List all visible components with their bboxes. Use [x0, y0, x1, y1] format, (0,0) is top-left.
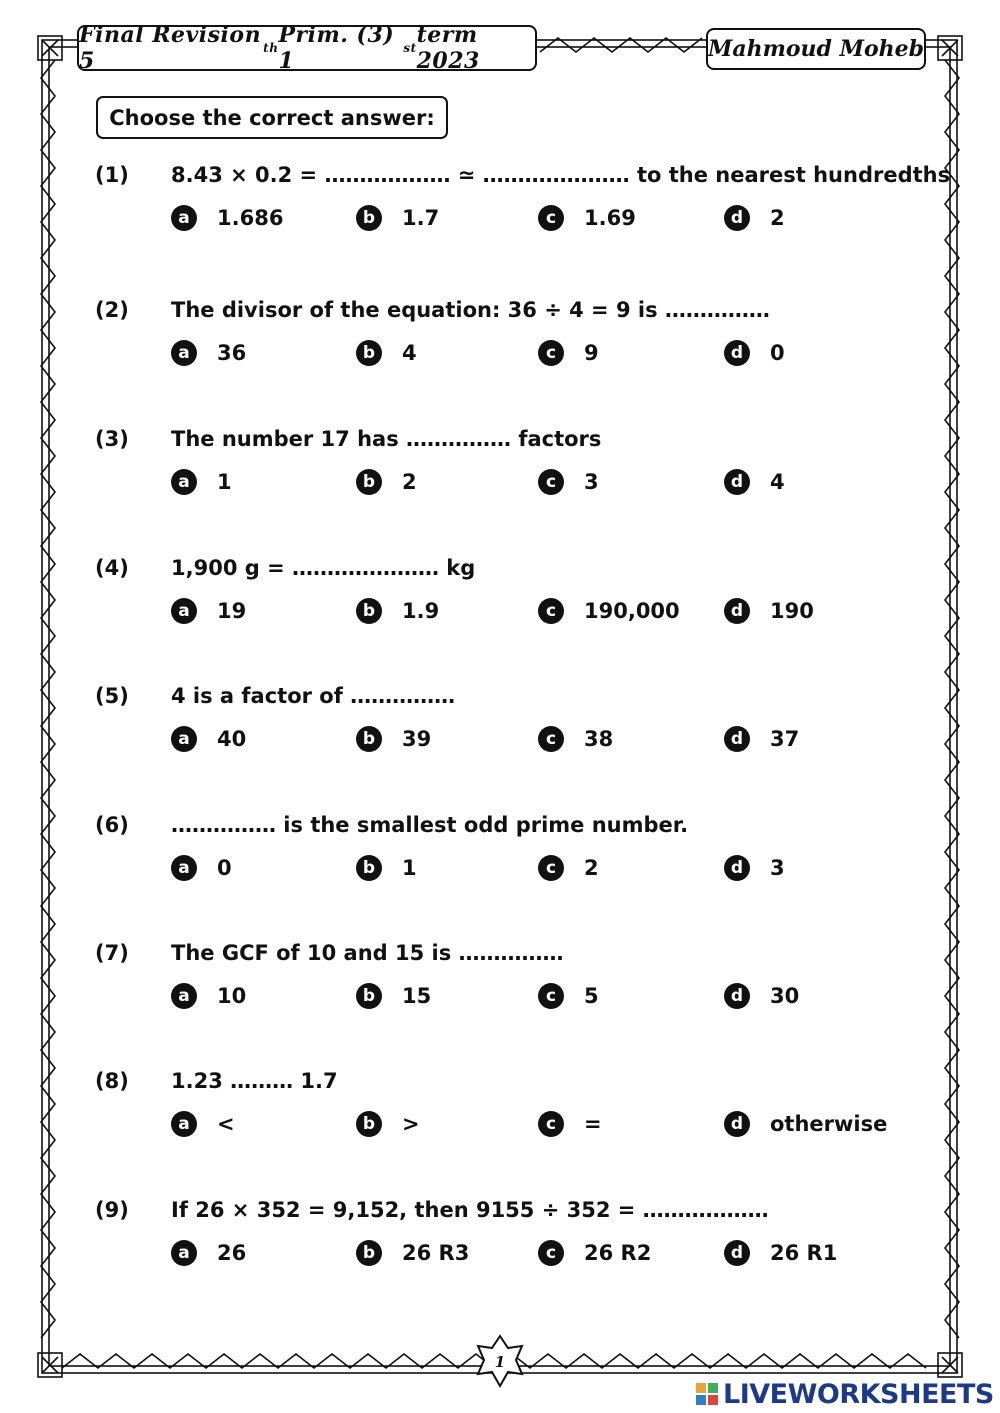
option-letter-badge: d	[724, 1240, 750, 1266]
option-a[interactable]	[171, 1111, 235, 1137]
option-letter-badge: c	[538, 469, 564, 495]
option-text: 1	[217, 470, 232, 494]
option-text: 37	[770, 727, 800, 751]
option-text: 0	[217, 856, 232, 880]
option-text: otherwise	[770, 1112, 888, 1136]
option-text: 9	[584, 341, 599, 365]
option-letter-badge: c	[538, 1111, 564, 1137]
option-text: 1	[402, 856, 417, 880]
option-letter-badge: d	[724, 983, 750, 1009]
option-letter-badge: a	[171, 598, 197, 624]
title-part-c: term 2023	[416, 22, 480, 74]
question-number: (7)	[95, 941, 129, 965]
author-name: Mahmoud Moheb	[706, 28, 926, 70]
option-letter-badge: b	[356, 983, 382, 1009]
option-letter-badge: d	[724, 469, 750, 495]
option-text: 5	[584, 984, 599, 1008]
question-4	[0, 556, 1000, 646]
option-letter-badge: b	[356, 855, 382, 881]
option-text: 1.9	[402, 599, 440, 623]
option-c[interactable]	[538, 1111, 602, 1137]
option-text: 36	[217, 341, 247, 365]
option-text: 26 R2	[584, 1241, 652, 1265]
option-letter-badge: b	[356, 340, 382, 366]
option-a[interactable]	[171, 205, 283, 231]
option-text: 190	[770, 599, 814, 623]
option-a[interactable]	[171, 983, 246, 1009]
instruction-heading: Choose the correct answer:	[96, 96, 448, 139]
option-letter-badge: b	[356, 205, 382, 231]
option-letter-badge: b	[356, 1240, 382, 1266]
worksheet-title	[77, 22, 537, 74]
option-text: 4	[770, 470, 785, 494]
question-text: The divisor of the equation: 36 ÷ 4 = 9 is ……………	[171, 298, 770, 322]
option-letter-badge: a	[171, 726, 197, 752]
question-text: The GCF of 10 and 15 is ……………	[171, 941, 564, 965]
option-b[interactable]	[356, 726, 431, 752]
option-b[interactable]	[356, 983, 431, 1009]
question-number: (6)	[95, 813, 129, 837]
option-b[interactable]	[356, 1111, 420, 1137]
question-text: 4 is a factor of ……………	[171, 684, 456, 708]
question-text: If 26 × 352 = 9,152, then 9155 ÷ 352 = ………………	[171, 1198, 769, 1222]
question-text: 1,900 g = ………………… kg	[171, 556, 476, 580]
option-letter-badge: c	[538, 855, 564, 881]
option-b[interactable]	[356, 340, 417, 366]
question-text: 8.43 × 0.2 = ……………… ≃ ………………… to the nearest hundredths	[171, 163, 951, 187]
option-text: >	[402, 1112, 420, 1136]
option-c[interactable]	[538, 469, 599, 495]
logo-text: LIVEWORKSHEETS	[723, 1378, 994, 1410]
option-text: 26 R3	[402, 1241, 470, 1265]
option-text: 3	[770, 856, 785, 880]
option-c[interactable]	[538, 598, 680, 624]
option-letter-badge: a	[171, 205, 197, 231]
question-2	[0, 298, 1000, 388]
question-number: (1)	[95, 163, 129, 187]
option-letter-badge: d	[724, 598, 750, 624]
question-text: …………… is the smallest odd prime number.	[171, 813, 689, 837]
option-c[interactable]	[538, 855, 599, 881]
option-d[interactable]	[724, 1240, 837, 1266]
option-letter-badge: c	[538, 1240, 564, 1266]
option-text: 1.69	[584, 206, 636, 230]
option-text: 40	[217, 727, 247, 751]
option-letter-badge: a	[171, 1111, 197, 1137]
option-letter-badge: c	[538, 983, 564, 1009]
option-letter-badge: b	[356, 1111, 382, 1137]
question-number: (2)	[95, 298, 129, 322]
logo-icon	[695, 1381, 719, 1407]
option-c[interactable]	[538, 205, 636, 231]
title-sup-th: th	[263, 41, 279, 55]
option-b[interactable]	[356, 855, 417, 881]
liveworksheets-logo	[695, 1377, 994, 1411]
question-6	[0, 813, 1000, 903]
question-text: The number 17 has …………… factors	[171, 427, 602, 451]
question-9	[0, 1198, 1000, 1288]
option-a[interactable]	[171, 340, 246, 366]
option-a[interactable]	[171, 598, 246, 624]
option-b[interactable]	[356, 205, 439, 231]
option-text: 38	[584, 727, 614, 751]
option-c[interactable]	[538, 983, 599, 1009]
option-text: =	[584, 1112, 602, 1136]
option-text: 2	[402, 470, 417, 494]
question-number: (8)	[95, 1069, 129, 1093]
option-letter-badge: a	[171, 469, 197, 495]
option-d[interactable]	[724, 983, 799, 1009]
option-d[interactable]	[724, 1111, 887, 1137]
option-a[interactable]	[171, 469, 232, 495]
option-text: 3	[584, 470, 599, 494]
option-text: 1.7	[402, 206, 440, 230]
option-letter-badge: a	[171, 983, 197, 1009]
option-text: 0	[770, 341, 785, 365]
option-letter-badge: c	[538, 205, 564, 231]
option-d[interactable]	[724, 469, 785, 495]
option-letter-badge: d	[724, 205, 750, 231]
option-text: <	[217, 1112, 235, 1136]
question-8	[0, 1069, 1000, 1159]
option-letter-badge: c	[538, 340, 564, 366]
option-c[interactable]	[538, 340, 599, 366]
title-part-a: Final Revision 5	[79, 22, 262, 74]
title-sup-st: st	[403, 41, 417, 55]
option-letter-badge: a	[171, 1240, 197, 1266]
question-number: (5)	[95, 684, 129, 708]
option-letter-badge: b	[356, 726, 382, 752]
option-letter-badge: d	[724, 1111, 750, 1137]
option-c[interactable]	[538, 1240, 651, 1266]
option-letter-badge: a	[171, 340, 197, 366]
option-text: 4	[402, 341, 417, 365]
question-number: (3)	[95, 427, 129, 451]
option-letter-badge: a	[171, 855, 197, 881]
option-c[interactable]	[538, 726, 613, 752]
question-5	[0, 684, 1000, 774]
option-letter-badge: b	[356, 598, 382, 624]
option-d[interactable]	[724, 598, 814, 624]
option-text: 190,000	[584, 599, 680, 623]
option-text: 2	[770, 206, 785, 230]
page-number: 1	[494, 1353, 506, 1371]
option-text: 19	[217, 599, 247, 623]
option-text: 15	[402, 984, 432, 1008]
question-1	[0, 163, 1000, 253]
option-text: 10	[217, 984, 247, 1008]
option-b[interactable]	[356, 598, 439, 624]
question-number: (4)	[95, 556, 129, 580]
option-b[interactable]	[356, 469, 417, 495]
option-letter-badge: c	[538, 726, 564, 752]
option-text: 2	[584, 856, 599, 880]
option-d[interactable]	[724, 726, 799, 752]
option-a[interactable]	[171, 1240, 246, 1266]
option-text: 26 R1	[770, 1241, 838, 1265]
option-b[interactable]	[356, 1240, 469, 1266]
question-7	[0, 941, 1000, 1031]
option-text: 26	[217, 1241, 247, 1265]
option-a[interactable]	[171, 855, 232, 881]
option-letter-badge: d	[724, 855, 750, 881]
question-3	[0, 427, 1000, 517]
option-letter-badge: d	[724, 726, 750, 752]
question-number: (9)	[95, 1198, 129, 1222]
option-letter-badge: b	[356, 469, 382, 495]
question-text: 1.23 ……… 1.7	[171, 1069, 338, 1093]
option-d[interactable]	[724, 205, 785, 231]
option-text: 39	[402, 727, 432, 751]
option-text: 1.686	[217, 206, 284, 230]
option-d[interactable]	[724, 855, 785, 881]
option-letter-badge: d	[724, 340, 750, 366]
option-text: 30	[770, 984, 800, 1008]
option-letter-badge: c	[538, 598, 564, 624]
title-part-b: Prim. (3) 1	[278, 22, 395, 74]
option-d[interactable]	[724, 340, 785, 366]
option-a[interactable]	[171, 726, 246, 752]
